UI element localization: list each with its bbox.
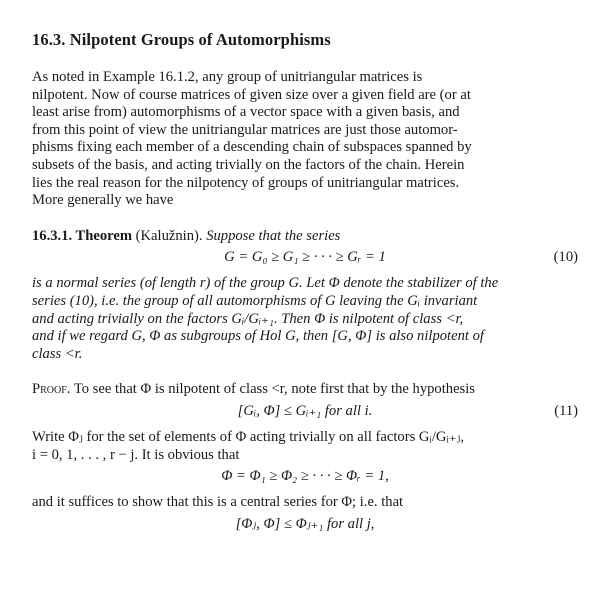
display-equation-10: [32, 249, 578, 271]
theorem-lead: Suppose that the series: [206, 227, 341, 244]
central-series-equation: [Φⱼ, Φ] ≤ Φⱼ₊₁ for all j,: [235, 515, 375, 532]
theorem-body-line: is a normal series (of length r) of the group G. Let Φ denote the stabilizer of the: [32, 275, 499, 292]
proof-first-line: [32, 381, 578, 399]
theorem-body-line: series (10), i.e. the group of all automorphisms of G leaving the Gᵢ invariant: [32, 292, 478, 309]
theorem-block: [32, 228, 578, 364]
intro-line: lies the real reason for the nilpotency of groups of unitriangular matrices.: [32, 174, 460, 191]
theorem-body-line: and acting trivially on the factors Gᵢ/Gᵢ₊₁. Then Φ is nilpotent of class <r,: [32, 310, 464, 327]
theorem-attribution: (Kalužnin).: [135, 227, 203, 244]
intro-line: subsets of the basis, and acting trivially on the factors of the chain. Herein: [32, 156, 465, 173]
intro-line: As noted in Example 16.1.2, any group of unitriangular matrices is: [32, 69, 423, 85]
display-equation-11: [32, 403, 578, 425]
proof-heading: Proof.: [32, 381, 71, 398]
intro-line: nilpotent. Now of course matrices of given size over a given field are (or at: [32, 86, 471, 103]
phi-series-equation: Φ = Φ₁ ≥ Φ₂ ≥ · · · ≥ Φᵣ = 1,: [221, 468, 389, 485]
equation-number: (10): [553, 249, 578, 266]
equation-number: (11): [554, 402, 578, 419]
proof-line: and it suffices to show that this is a central series for Φ; i.e. that: [32, 494, 404, 511]
theorem-label: 16.3.1. Theorem: [32, 227, 132, 244]
proof-line: i = 0, 1, . . . , r − j. It is obvious that: [32, 446, 240, 463]
intro-line: phisms fixing each member of a descending chain of subspaces spanned by: [32, 139, 472, 156]
intro-line: More generally we have: [32, 192, 174, 209]
intro-line: least arise from) automorphisms of a vector space with a given basis, and: [32, 104, 460, 121]
display-equation-phi-series: [32, 468, 578, 490]
intro-paragraph: [32, 69, 578, 210]
theorem-heading: [32, 228, 578, 246]
series-equation: G = G₀ ≥ G₁ ≥ · · · ≥ Gᵣ = 1: [224, 249, 386, 266]
theorem-body-line: class <r.: [32, 345, 83, 362]
section-title: 16.3. Nilpotent Groups of Automorphisms: [32, 30, 331, 49]
intro-line: from this point of view the unitriangular matrices are just those automor-: [32, 121, 458, 138]
proof-text: To see that Φ is nilpotent of class <r, note first that by the hypothesis: [73, 381, 475, 398]
proof-block: [32, 381, 578, 537]
proof-line: Write Φⱼ for the set of elements of Φ acting trivially on all factors Gᵢ/Gᵢ₊ⱼ,: [32, 428, 465, 445]
theorem-body-line: and if we regard G, Φ as subgroups of Hol G, then [G, Φ] is also nilpotent of: [32, 328, 484, 345]
commutator-equation: [Gᵢ, Φ] ≤ Gᵢ₊₁ for all i.: [237, 402, 373, 419]
display-equation-central: [32, 516, 578, 538]
